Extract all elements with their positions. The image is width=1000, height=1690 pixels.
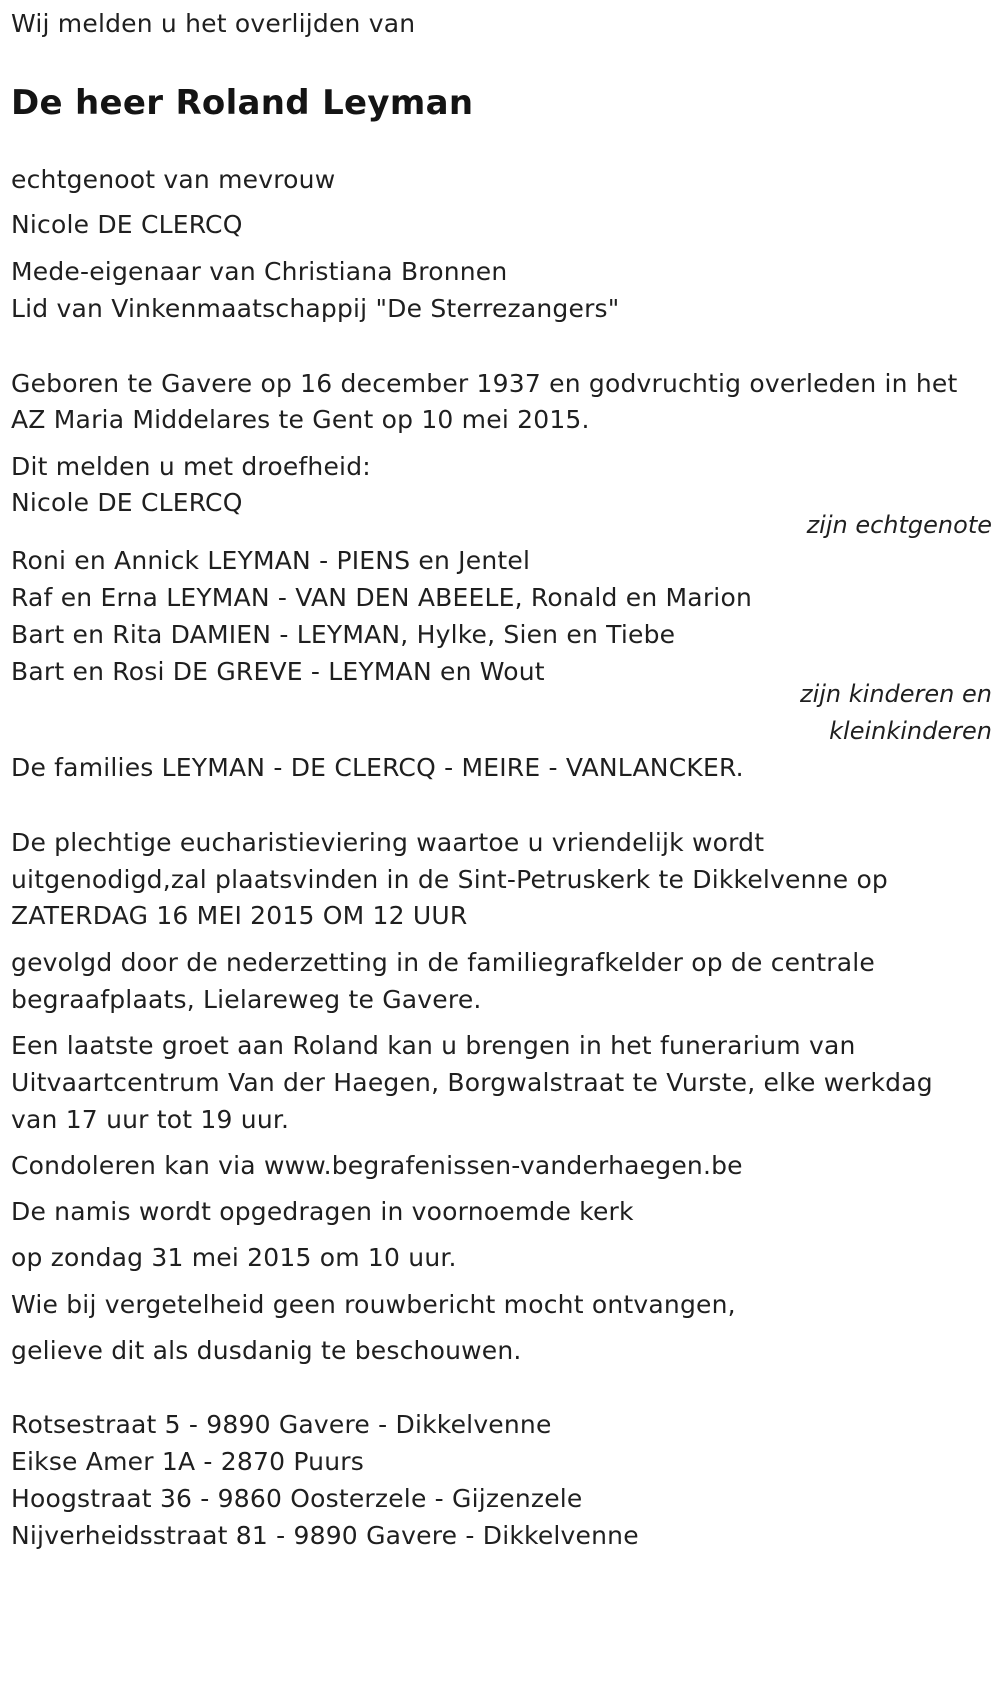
spouse-name: Nicole DE CLERCQ — [11, 210, 243, 239]
birth-death-line: Geboren te Gavere op 16 december 1937 en godvruchtig overleden in het — [11, 369, 958, 398]
mourner-spouse-name: Nicole DE CLERCQ — [11, 488, 243, 517]
memorial-mass-line: De namis wordt opgedragen in voornoemde kerk — [11, 1197, 634, 1226]
last-greeting-line: Een laatste groet aan Roland kan u brengen in het funerarium van — [11, 1031, 856, 1060]
intro-text: Wij melden u het overlijden van — [11, 9, 416, 38]
child-family-line: Bart en Rita DAMIEN - LEYMAN, Hylke, Sien en Tiebe — [11, 620, 676, 649]
child-family-line: Bart en Rosi DE GREVE - LEYMAN en Wout — [11, 657, 545, 686]
address-line: Nijverheidsstraat 81 - 9890 Gavere - Dikkelvenne — [11, 1521, 639, 1550]
condolences-line: Condoleren kan via www.begrafenissen-vanderhaegen.be — [11, 1151, 743, 1180]
burial-line: gevolgd door de nederzetting in de familiegrafkelder op de centrale — [11, 948, 876, 977]
ceremony-line: uitgenodigd,zal plaatsvinden in de Sint-Petruskerk te Dikkelvenne op — [11, 865, 889, 894]
relation-grandchildren: kleinkinderen — [829, 717, 992, 745]
relation-spouse: zijn echtgenote — [806, 511, 992, 539]
address-line: Eikse Amer 1A - 2870 Puurs — [11, 1447, 364, 1476]
families-line: De families LEYMAN - DE CLERCQ - MEIRE - VANLANCKER. — [11, 753, 744, 782]
last-greeting-line: Uitvaartcentrum Van der Haegen, Borgwalstraat te Vurste, elke werkdag — [11, 1068, 933, 1097]
address-line: Rotsestraat 5 - 9890 Gavere - Dikkelvenne — [11, 1410, 552, 1439]
notice-line: gelieve dit als dusdanig te beschouwen. — [11, 1336, 522, 1365]
address-line: Hoogstraat 36 - 9860 Oosterzele - Gijzenzele — [11, 1484, 583, 1513]
ceremony-date: ZATERDAG 16 MEI 2015 OM 12 UUR — [11, 901, 468, 930]
burial-line: begraafplaats, Lielareweg te Gavere. — [11, 985, 482, 1014]
birth-death-line: AZ Maria Middelares te Gent op 10 mei 2015. — [11, 405, 590, 434]
role-line: Mede-eigenaar van Christiana Bronnen — [11, 257, 508, 286]
spouse-label: echtgenoot van mevrouw — [11, 165, 336, 194]
child-family-line: Raf en Erna LEYMAN - VAN DEN ABEELE, Ronald en Marion — [11, 583, 752, 612]
last-greeting-line: van 17 uur tot 19 uur. — [11, 1105, 290, 1134]
child-family-line: Roni en Annick LEYMAN - PIENS en Jentel — [11, 546, 531, 575]
relation-children: zijn kinderen en — [800, 680, 992, 708]
role-line: Lid van Vinkenmaatschappij "De Sterrezangers" — [11, 294, 620, 323]
notice-line: Wie bij vergetelheid geen rouwbericht mocht ontvangen, — [11, 1290, 736, 1319]
ceremony-line: De plechtige eucharistieviering waartoe u vriendelijk wordt — [11, 828, 765, 857]
mourners-intro: Dit melden u met droefheid: — [11, 452, 371, 481]
deceased-name-heading: De heer Roland Leyman — [11, 83, 474, 123]
memorial-mass-line: op zondag 31 mei 2015 om 10 uur. — [11, 1243, 457, 1272]
